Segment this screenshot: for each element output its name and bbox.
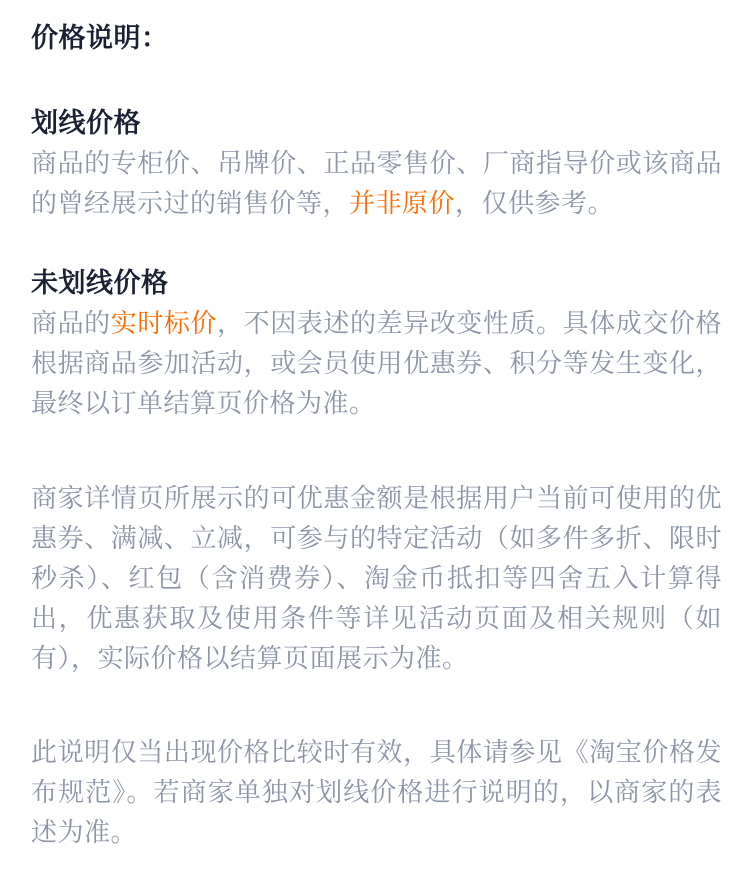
section-strikethrough-price (31, 103, 722, 223)
text-segment: 商品的专柜价、吊牌价、正品零售价、厂商指导价或该商品的曾经展示过的销售价等， (31, 148, 722, 218)
price-comparison-note-paragraph: 此说明仅当出现价格比较时有效，具体请参见《淘宝价格发布规范》。若商家单独对划线价格进行说明的，以商家的表述为准。 (31, 737, 722, 847)
text-segment: ，仅供参考。 (455, 188, 615, 218)
strikethrough-price-paragraph (31, 143, 722, 223)
discount-calculation-paragraph: 商家详情页所展示的可优惠金额是根据用户当前可使用的优惠券、满减、立减，可参与的特定活动（如多件多折、限时秒杀）、红包（含消费券）、淘金币抵扣等四舍五入计算得出，优惠获取及使用条件等详见活动页面及相关规则（如有），实际价格以结算页面展示为准。 (31, 483, 722, 673)
strikethrough-price-heading: 划线价格 (31, 108, 141, 138)
page-title: 价格说明： (31, 23, 169, 53)
highlight-not-original-price: 并非原价 (349, 188, 456, 218)
text-segment: 商品的 (31, 308, 111, 338)
text-segment: ，不因表述的差异改变性质。具体成交价格根据商品参加活动，或会员使用优惠券、积分等发生变化，最终以订单结算页价格为准。 (31, 308, 722, 418)
section-unstrikethrough-price (31, 263, 722, 423)
unstrikethrough-price-heading: 未划线价格 (31, 268, 169, 298)
unstrikethrough-price-paragraph (31, 303, 722, 423)
highlight-realtime-price: 实时标价 (110, 308, 218, 338)
